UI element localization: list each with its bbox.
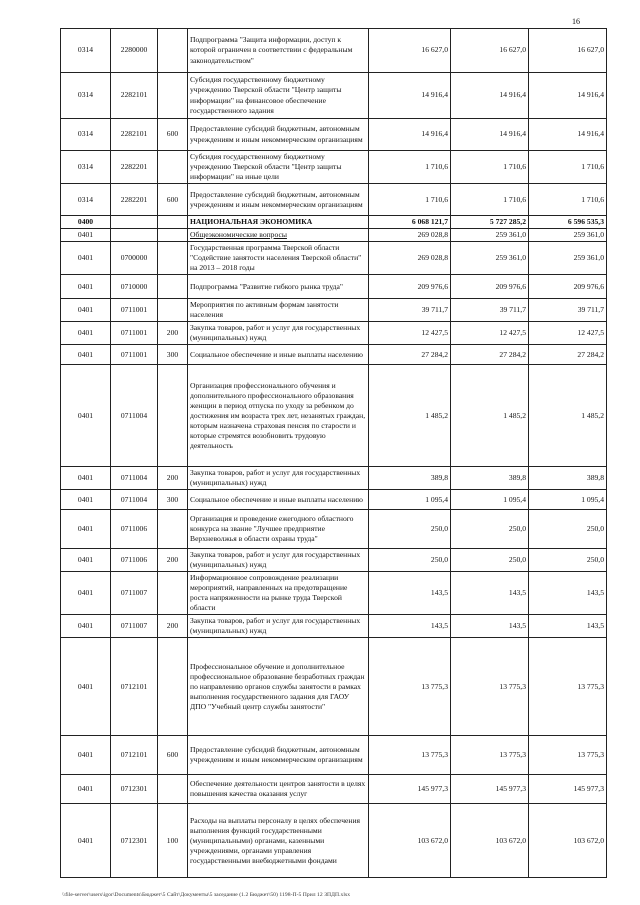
item-name-cell: Предоставление субсидий бюджетным, автономным учреждениям и иным некоммерческим организациям (188, 736, 369, 775)
amount-year-1-cell: 269 028,8 (369, 242, 451, 275)
amount-year-3-cell: 145 977,3 (529, 775, 607, 804)
table-row (61, 365, 607, 467)
item-name-cell: Информационное сопровождение реализации мероприятий, направленных на предотвращение роста напряженности на рынке труда Тверской области (188, 572, 369, 615)
expense-type-cell: 600 (158, 184, 188, 216)
item-name-cell: Профессиональное обучение и дополнительное профессиональное образование безработных граждан по направлению органов службы занятости в рамках выполнения государственного задания для ГАОУ ДПО "Учебный центр службы занятости" (188, 638, 369, 736)
amount-year-2-cell: 143,5 (451, 615, 529, 638)
amount-year-2-cell: 145 977,3 (451, 775, 529, 804)
target-article-cell: 0710000 (111, 275, 158, 299)
amount-year-2-cell: 259 361,0 (451, 229, 529, 242)
amount-year-3-cell: 143,5 (529, 572, 607, 615)
section-code-cell: 0314 (61, 29, 111, 73)
amount-year-1-cell: 250,0 (369, 549, 451, 572)
section-code-cell: 0401 (61, 365, 111, 467)
table-row (61, 549, 607, 572)
target-article-cell: 0712301 (111, 804, 158, 878)
amount-year-1-cell: 39 711,7 (369, 299, 451, 322)
section-code-cell: 0401 (61, 804, 111, 878)
expense-type-cell (158, 638, 188, 736)
amount-year-1-cell: 209 976,6 (369, 275, 451, 299)
amount-year-2-cell: 250,0 (451, 510, 529, 549)
amount-year-1-cell: 16 627,0 (369, 29, 451, 73)
amount-year-1-cell: 12 427,5 (369, 322, 451, 345)
expense-type-cell: 200 (158, 467, 188, 490)
expense-type-cell (158, 242, 188, 275)
expense-type-cell: 200 (158, 615, 188, 638)
table-row (61, 775, 607, 804)
table-row (61, 345, 607, 365)
amount-year-3-cell: 143,5 (529, 615, 607, 638)
amount-year-2-cell: 1 485,2 (451, 365, 529, 467)
section-code-cell: 0314 (61, 151, 111, 184)
table-row (61, 184, 607, 216)
amount-year-3-cell: 1 485,2 (529, 365, 607, 467)
amount-year-3-cell: 1 095,4 (529, 490, 607, 510)
item-name-cell: Организация профессионального обучения и дополнительного профессионального образования женщин в период отпуска по уходу за ребенком до достижения им возраста трех лет, незанятых граждан, которым назначена страховая пенсия по старости и которые стремятся возобновить трудовую деятельность (188, 365, 369, 467)
table-row (61, 229, 607, 242)
amount-year-1-cell: 269 028,8 (369, 229, 451, 242)
section-code-cell: 0401 (61, 467, 111, 490)
target-article-cell: 0712101 (111, 736, 158, 775)
item-name-cell: Подпрограмма "Развитие гибкого рынка труда" (188, 275, 369, 299)
item-name-cell: Закупка товаров, работ и услуг для государственных (муниципальных) нужд (188, 322, 369, 345)
amount-year-3-cell: 209 976,6 (529, 275, 607, 299)
table-row (61, 467, 607, 490)
amount-year-2-cell: 103 672,0 (451, 804, 529, 878)
amount-year-3-cell: 12 427,5 (529, 322, 607, 345)
target-article-cell: 2282201 (111, 184, 158, 216)
table-row (61, 299, 607, 322)
target-article-cell: 0711004 (111, 467, 158, 490)
amount-year-2-cell: 14 916,4 (451, 73, 529, 119)
amount-year-2-cell: 5 727 285,2 (451, 216, 529, 229)
amount-year-1-cell: 13 775,3 (369, 638, 451, 736)
amount-year-3-cell: 250,0 (529, 549, 607, 572)
amount-year-1-cell: 1 095,4 (369, 490, 451, 510)
item-name-cell: Социальное обеспечение и иные выплаты населению (188, 490, 369, 510)
page-number: 16 (572, 17, 580, 26)
expense-type-cell (158, 510, 188, 549)
section-code-cell: 0401 (61, 299, 111, 322)
amount-year-2-cell: 16 627,0 (451, 29, 529, 73)
table-row (61, 572, 607, 615)
amount-year-2-cell: 14 916,4 (451, 119, 529, 151)
amount-year-2-cell: 250,0 (451, 549, 529, 572)
section-code-cell: 0401 (61, 615, 111, 638)
amount-year-1-cell: 14 916,4 (369, 73, 451, 119)
item-name-cell: Мероприятия по активным формам занятости населения (188, 299, 369, 322)
expense-type-cell: 100 (158, 804, 188, 878)
target-article-cell: 0711004 (111, 490, 158, 510)
amount-year-3-cell: 27 284,2 (529, 345, 607, 365)
amount-year-3-cell: 259 361,0 (529, 229, 607, 242)
section-code-cell: 0401 (61, 638, 111, 736)
expense-type-cell (158, 275, 188, 299)
expense-type-cell: 600 (158, 119, 188, 151)
target-article-cell: 2280000 (111, 29, 158, 73)
section-code-cell: 0401 (61, 322, 111, 345)
item-name-cell: Организация и проведение ежегодного областного конкурса на звание "Лучшее предприятие Верхневолжья в области охраны труда" (188, 510, 369, 549)
amount-year-3-cell: 39 711,7 (529, 299, 607, 322)
table-row (61, 119, 607, 151)
item-name-cell: Субсидия государственному бюджетному учреждению Тверской области "Центр защиты информации" на иные цели (188, 151, 369, 184)
target-article-cell: 2282101 (111, 119, 158, 151)
amount-year-3-cell: 103 672,0 (529, 804, 607, 878)
amount-year-1-cell: 143,5 (369, 615, 451, 638)
item-name-cell: Закупка товаров, работ и услуг для государственных (муниципальных) нужд (188, 549, 369, 572)
expense-type-cell: 200 (158, 322, 188, 345)
budget-table (60, 28, 607, 878)
section-code-cell: 0314 (61, 184, 111, 216)
amount-year-2-cell: 13 775,3 (451, 638, 529, 736)
amount-year-1-cell: 1 710,6 (369, 151, 451, 184)
amount-year-1-cell: 145 977,3 (369, 775, 451, 804)
target-article-cell: 0711007 (111, 572, 158, 615)
section-code-cell: 0401 (61, 775, 111, 804)
amount-year-1-cell: 143,5 (369, 572, 451, 615)
target-article-cell: 0711001 (111, 299, 158, 322)
item-name-cell: Предоставление субсидий бюджетным, автономным учреждениям и иным некоммерческим организациям (188, 119, 369, 151)
target-article-cell (111, 229, 158, 242)
item-name-cell: Предоставление субсидий бюджетным, автономным учреждениям и иным некоммерческим организациям (188, 184, 369, 216)
amount-year-1-cell: 1 485,2 (369, 365, 451, 467)
table-row (61, 510, 607, 549)
amount-year-2-cell: 1 095,4 (451, 490, 529, 510)
amount-year-3-cell: 1 710,6 (529, 151, 607, 184)
table-row (61, 736, 607, 775)
expense-type-cell (158, 299, 188, 322)
target-article-cell: 0711001 (111, 322, 158, 345)
item-name-cell: Субсидия государственному бюджетному учреждению Тверской области "Центр защиты информации" на финансовое обеспечение государственного задания (188, 73, 369, 119)
amount-year-3-cell: 389,8 (529, 467, 607, 490)
table-row (61, 490, 607, 510)
target-article-cell: 0711006 (111, 549, 158, 572)
amount-year-3-cell: 1 710,6 (529, 184, 607, 216)
amount-year-1-cell: 27 284,2 (369, 345, 451, 365)
table-row (61, 638, 607, 736)
amount-year-2-cell: 1 710,6 (451, 184, 529, 216)
target-article-cell: 0711006 (111, 510, 158, 549)
item-name-cell: Расходы на выплаты персоналу в целях обеспечения выполнения функций государственными (муниципальными) органами, казенными учреждениями, органами управления государственными внебюджетными фондами (188, 804, 369, 878)
target-article-cell (111, 216, 158, 229)
section-code-cell: 0401 (61, 736, 111, 775)
target-article-cell: 0712101 (111, 638, 158, 736)
amount-year-2-cell: 13 775,3 (451, 736, 529, 775)
target-article-cell: 0712301 (111, 775, 158, 804)
target-article-cell: 0711001 (111, 345, 158, 365)
amount-year-2-cell: 389,8 (451, 467, 529, 490)
amount-year-3-cell: 250,0 (529, 510, 607, 549)
section-code-cell: 0401 (61, 345, 111, 365)
expense-type-cell (158, 572, 188, 615)
target-article-cell: 0711004 (111, 365, 158, 467)
table-row (61, 615, 607, 638)
amount-year-2-cell: 12 427,5 (451, 322, 529, 345)
amount-year-3-cell: 259 361,0 (529, 242, 607, 275)
target-article-cell: 0711007 (111, 615, 158, 638)
expense-type-cell (158, 229, 188, 242)
amount-year-2-cell: 27 284,2 (451, 345, 529, 365)
amount-year-2-cell: 39 711,7 (451, 299, 529, 322)
section-code-cell: 0401 (61, 549, 111, 572)
section-code-cell: 0401 (61, 572, 111, 615)
item-name-cell: Подпрограмма "Защита информации, доступ к которой ограничен в соответствии с федеральным законодательством" (188, 29, 369, 73)
table-row (61, 73, 607, 119)
item-name-cell: НАЦИОНАЛЬНАЯ ЭКОНОМИКА (188, 216, 369, 229)
item-name-cell: Государственная программа Тверской области "Содействие занятости населения Тверской области" на 2013 – 2018 годы (188, 242, 369, 275)
expense-type-cell (158, 151, 188, 184)
expense-type-cell: 200 (158, 549, 188, 572)
amount-year-3-cell: 14 916,4 (529, 73, 607, 119)
section-code-cell: 0401 (61, 229, 111, 242)
table-row (61, 216, 607, 229)
target-article-cell: 0700000 (111, 242, 158, 275)
section-code-cell: 0400 (61, 216, 111, 229)
amount-year-1-cell: 1 710,6 (369, 184, 451, 216)
amount-year-1-cell: 13 775,3 (369, 736, 451, 775)
table-row (61, 242, 607, 275)
amount-year-2-cell: 1 710,6 (451, 151, 529, 184)
table-row (61, 29, 607, 73)
amount-year-2-cell: 259 361,0 (451, 242, 529, 275)
item-name-cell: Общеэкономические вопросы (188, 229, 369, 242)
table-row (61, 322, 607, 345)
table-row (61, 275, 607, 299)
expense-type-cell (158, 775, 188, 804)
file-path-footer: \\file-server\users\igor\Documents\Бюджет\5 Сайт\Документы\5 заседание (1.2 Бюджет\50) 1198-П-5 Прил 12 ЗПДП.xlsx (62, 892, 351, 898)
amount-year-3-cell: 6 596 535,3 (529, 216, 607, 229)
amount-year-2-cell: 209 976,6 (451, 275, 529, 299)
amount-year-2-cell: 143,5 (451, 572, 529, 615)
section-code-cell: 0401 (61, 242, 111, 275)
table-row (61, 804, 607, 878)
item-name-cell: Социальное обеспечение и иные выплаты населению (188, 345, 369, 365)
expense-type-cell: 600 (158, 736, 188, 775)
section-code-cell: 0401 (61, 490, 111, 510)
amount-year-1-cell: 389,8 (369, 467, 451, 490)
section-code-cell: 0314 (61, 73, 111, 119)
section-code-cell: 0314 (61, 119, 111, 151)
expense-type-cell (158, 216, 188, 229)
item-name-cell: Закупка товаров, работ и услуг для государственных (муниципальных) нужд (188, 615, 369, 638)
expense-type-cell (158, 73, 188, 119)
amount-year-3-cell: 13 775,3 (529, 638, 607, 736)
amount-year-3-cell: 16 627,0 (529, 29, 607, 73)
expense-type-cell: 300 (158, 490, 188, 510)
item-name-cell: Обеспечение деятельности центров занятости в целях повышения качества оказания услуг (188, 775, 369, 804)
amount-year-1-cell: 103 672,0 (369, 804, 451, 878)
amount-year-1-cell: 14 916,4 (369, 119, 451, 151)
target-article-cell: 2282101 (111, 73, 158, 119)
table-row (61, 151, 607, 184)
expense-type-cell (158, 365, 188, 467)
amount-year-1-cell: 6 068 121,7 (369, 216, 451, 229)
expense-type-cell (158, 29, 188, 73)
section-code-cell: 0401 (61, 510, 111, 549)
item-name-cell: Закупка товаров, работ и услуг для государственных (муниципальных) нужд (188, 467, 369, 490)
target-article-cell: 2282201 (111, 151, 158, 184)
amount-year-1-cell: 250,0 (369, 510, 451, 549)
amount-year-3-cell: 13 775,3 (529, 736, 607, 775)
expense-type-cell: 300 (158, 345, 188, 365)
amount-year-3-cell: 14 916,4 (529, 119, 607, 151)
section-code-cell: 0401 (61, 275, 111, 299)
